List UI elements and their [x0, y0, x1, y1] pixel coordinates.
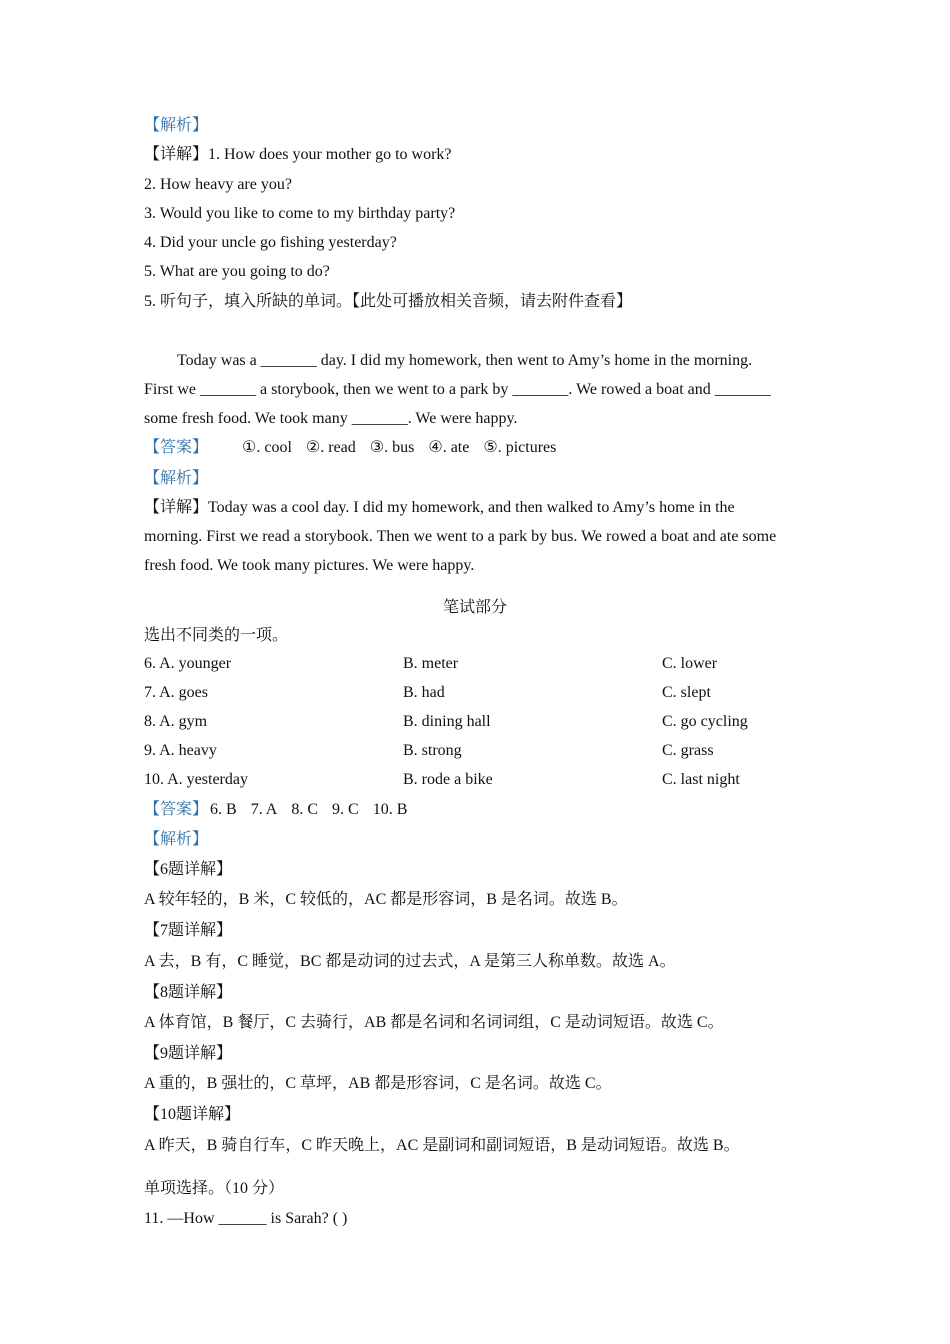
detail-text: A 去，B 有，C 睡觉，BC 都是动词的过去式，A 是第三人称单数。故选 A。	[144, 953, 676, 970]
detail-title: 【10题详解】	[144, 1106, 241, 1123]
option-row: 7. A. goes B. had C. slept	[144, 684, 711, 701]
option-row: 10. A. yesterday B. rode a bike C. last night	[144, 771, 740, 788]
option-row: 6. A. younger B. meter C. lower	[144, 655, 718, 672]
section-heading: 笔试部分	[442, 599, 507, 616]
answer-label: 【答案】	[144, 439, 209, 456]
question-instruction: 选出不同类的一项。	[144, 627, 289, 644]
detail-text: A 重的，B 强壮的，C 草坪，AB 都是形容词，C 是名词。故选 C。	[144, 1075, 612, 1092]
answer-line: 【答案】 6. B 7. A 8. C 9. C 10. B	[144, 801, 408, 818]
detail-text: A 昨天，B 骑自行车，C 昨天晚上，AC 是副词和副词短语，B 是动词短语。故选 B。	[144, 1137, 740, 1154]
analysis-label: 【解析】	[144, 831, 209, 848]
detail-title: 【6题详解】	[144, 861, 233, 878]
detail-label: 【详解】	[144, 499, 209, 516]
detail-line: 2. How heavy are you?	[144, 176, 292, 193]
detail-text: A 体育馆，B 餐厅，C 去骑行，AB 都是名词和名词词组，C 是动词短语。故选 C。	[144, 1014, 724, 1031]
detail-title: 【8题详解】	[144, 984, 233, 1001]
detail-line: 【详解】Today was a cool day. I did my homework, and then walked to Amy’s home in the	[144, 499, 735, 516]
detail-line: 5. What are you going to do?	[144, 263, 330, 280]
answer-label: 【答案】	[144, 801, 209, 818]
analysis-label: 【解析】	[144, 470, 209, 487]
detail-title: 【7题详解】	[144, 922, 233, 939]
answer-line: 【答案】 ①. cool ②. read ③. bus ④. ate ⑤. pictures	[144, 439, 557, 456]
question-instruction: 5. 听句子，填入所缺的单词。【此处可播放相关音频，请去附件查看】	[144, 293, 633, 310]
detail-line: morning. First we read a storybook. Then we went to a park by bus. We rowed a boat and ate some	[144, 528, 777, 545]
passage-line: Today was a _______ day. I did my homework, then went to Amy’s home in the morning.	[177, 352, 753, 369]
detail-text: A 较年轻的，B 米，C 较低的，AC 都是形容词，B 是名词。故选 B。	[144, 891, 628, 908]
passage-line: some fresh food. We took many _______. We were happy.	[144, 410, 518, 427]
detail-label: 【详解】	[144, 146, 209, 163]
question-11: 11. —How ______ is Sarah? ( )	[144, 1210, 348, 1227]
detail-title: 【9题详解】	[144, 1045, 233, 1062]
option-row: 9. A. heavy B. strong C. grass	[144, 742, 714, 759]
passage-line: First we _______ a storybook, then we went to a park by _______. We rowed a boat and _______	[144, 381, 771, 398]
section-heading: 单项选择。（10 分）	[144, 1180, 285, 1197]
detail-line: 【详解】1. How does your mother go to work?	[144, 146, 452, 163]
detail-line: 4. Did your uncle go fishing yesterday?	[144, 234, 397, 251]
detail-line: fresh food. We took many pictures. We were happy.	[144, 557, 475, 574]
option-row: 8. A. gym B. dining hall C. go cycling	[144, 713, 748, 730]
analysis-label: 【解析】	[144, 117, 209, 134]
detail-line: 3. Would you like to come to my birthday party?	[144, 205, 456, 222]
